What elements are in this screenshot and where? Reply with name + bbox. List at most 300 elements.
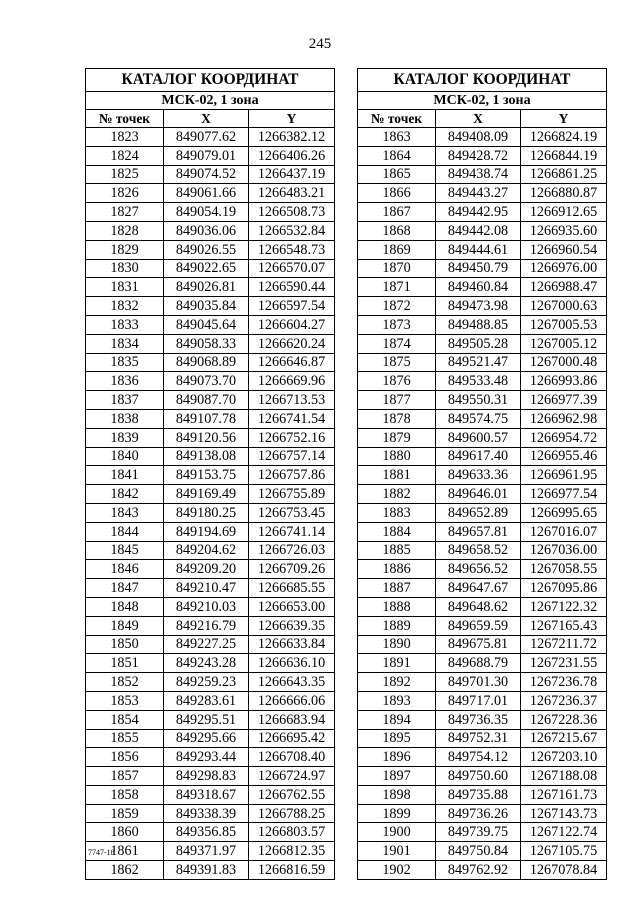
y-coordinate-cell: 1266639.35 [249,616,335,635]
point-number-cell: 1885 [358,541,436,560]
point-number-cell: 1864 [358,146,436,165]
point-number-cell: 1850 [86,635,164,654]
y-coordinate-cell: 1266590.44 [249,278,335,297]
table-row [358,710,607,729]
table-row [358,184,607,203]
point-number-cell: 1828 [86,221,164,240]
y-coordinate-cell: 1266755.89 [249,485,335,504]
y-coordinate-cell: 1267143.73 [521,804,607,823]
y-coordinate-cell: 1266709.26 [249,560,335,579]
point-number-cell: 1857 [86,767,164,786]
y-coordinate-cell: 1266406.26 [249,146,335,165]
table-row [358,372,607,391]
point-number-cell: 1845 [86,541,164,560]
point-number-cell: 1832 [86,297,164,316]
table-row [86,560,335,579]
x-coordinate-cell: 849648.62 [436,597,521,616]
catalog-rows-right [358,128,607,880]
point-number-cell: 1856 [86,748,164,767]
y-coordinate-cell: 1266653.00 [249,597,335,616]
x-coordinate-cell: 849717.01 [436,691,521,710]
point-number-cell: 1825 [86,165,164,184]
point-number-cell: 1889 [358,616,436,635]
table-row [358,748,607,767]
x-coordinate-cell: 849298.83 [164,767,249,786]
table-row [86,579,335,598]
point-number-cell: 1859 [86,804,164,823]
point-number-cell: 1870 [358,259,436,278]
column-header-x: X [436,110,521,128]
point-number-cell: 1873 [358,315,436,334]
y-coordinate-cell: 1267000.48 [521,353,607,372]
x-coordinate-cell: 849338.39 [164,804,249,823]
point-number-cell: 1869 [358,240,436,259]
point-number-cell: 1900 [358,823,436,842]
table-row [86,804,335,823]
y-coordinate-cell: 1266643.35 [249,673,335,692]
x-coordinate-cell: 849652.89 [436,503,521,522]
point-number-cell: 1834 [86,334,164,353]
table-row [86,635,335,654]
x-coordinate-cell: 849073.70 [164,372,249,391]
x-coordinate-cell: 849633.36 [436,466,521,485]
table-row [86,767,335,786]
point-number-cell: 1824 [86,146,164,165]
y-coordinate-cell: 1266604.27 [249,315,335,334]
point-number-cell: 1855 [86,729,164,748]
x-coordinate-cell: 849210.47 [164,579,249,598]
y-coordinate-cell: 1266646.87 [249,353,335,372]
point-number-cell: 1838 [86,409,164,428]
y-coordinate-cell: 1266803.57 [249,823,335,842]
table-row [86,522,335,541]
point-number-cell: 1894 [358,710,436,729]
point-number-cell: 1891 [358,654,436,673]
table-row [86,466,335,485]
x-coordinate-cell: 849550.31 [436,391,521,410]
point-number-cell: 1823 [86,128,164,147]
point-number-cell: 1901 [358,842,436,861]
point-number-cell: 1827 [86,203,164,222]
x-coordinate-cell: 849087.70 [164,391,249,410]
x-coordinate-cell: 849460.84 [436,278,521,297]
y-coordinate-cell: 1266880.87 [521,184,607,203]
point-number-cell: 1865 [358,165,436,184]
table-row [86,315,335,334]
column-header-y: Y [249,110,335,128]
y-coordinate-cell: 1267236.78 [521,673,607,692]
x-coordinate-cell: 849739.75 [436,823,521,842]
y-coordinate-cell: 1266812.35 [249,842,335,861]
x-coordinate-cell: 849061.66 [164,184,249,203]
y-coordinate-cell: 1266816.59 [249,861,335,880]
point-number-cell: 1874 [358,334,436,353]
x-coordinate-cell: 849035.84 [164,297,249,316]
point-number-cell: 1839 [86,428,164,447]
y-coordinate-cell: 1266912.65 [521,203,607,222]
x-coordinate-cell: 849736.26 [436,804,521,823]
point-number-cell: 1866 [358,184,436,203]
table-row [358,203,607,222]
table-row [358,353,607,372]
point-number-cell: 1858 [86,785,164,804]
y-coordinate-cell: 1266570.07 [249,259,335,278]
table-row [86,409,335,428]
y-coordinate-cell: 1266666.06 [249,691,335,710]
y-coordinate-cell: 1266962.98 [521,409,607,428]
column-header-y: Y [521,110,607,128]
y-coordinate-cell: 1266532.84 [249,221,335,240]
y-coordinate-cell: 1266437.19 [249,165,335,184]
table-row [358,823,607,842]
x-coordinate-cell: 849227.25 [164,635,249,654]
point-number-cell: 1862 [86,861,164,880]
point-number-cell: 1829 [86,240,164,259]
point-number-cell: 1875 [358,353,436,372]
y-coordinate-cell: 1266741.14 [249,522,335,541]
y-coordinate-cell: 1266669.96 [249,372,335,391]
table-row [358,466,607,485]
y-coordinate-cell: 1267005.12 [521,334,607,353]
y-coordinate-cell: 1266508.73 [249,203,335,222]
point-number-cell: 1884 [358,522,436,541]
table-row [358,409,607,428]
table-row [86,259,335,278]
y-coordinate-cell: 1266695.42 [249,729,335,748]
point-number-cell: 1876 [358,372,436,391]
point-number-cell: 1843 [86,503,164,522]
point-number-cell: 1895 [358,729,436,748]
y-coordinate-cell: 1266713.53 [249,391,335,410]
y-coordinate-cell: 1267236.37 [521,691,607,710]
x-coordinate-cell: 849438.74 [436,165,521,184]
x-coordinate-cell: 849688.79 [436,654,521,673]
x-coordinate-cell: 849209.20 [164,560,249,579]
x-coordinate-cell: 849243.28 [164,654,249,673]
table-row [86,334,335,353]
y-coordinate-cell: 1266753.45 [249,503,335,522]
point-number-cell: 1893 [358,691,436,710]
table-row [86,391,335,410]
point-number-cell: 1842 [86,485,164,504]
x-coordinate-cell: 849521.47 [436,353,521,372]
coordinate-catalog-right [357,68,607,880]
x-coordinate-cell: 849107.78 [164,409,249,428]
y-coordinate-cell: 1267095.86 [521,579,607,598]
x-coordinate-cell: 849036.06 [164,221,249,240]
table-row [86,842,335,861]
y-coordinate-cell: 1267161.73 [521,785,607,804]
table-row [86,128,335,147]
point-number-cell: 1896 [358,748,436,767]
x-coordinate-cell: 849752.31 [436,729,521,748]
x-coordinate-cell: 849068.89 [164,353,249,372]
y-coordinate-cell: 1266741.54 [249,409,335,428]
point-number-cell: 1897 [358,767,436,786]
point-number-cell: 1888 [358,597,436,616]
x-coordinate-cell: 849735.88 [436,785,521,804]
point-number-cell: 1851 [86,654,164,673]
table-row [86,221,335,240]
y-coordinate-cell: 1266824.19 [521,128,607,147]
y-coordinate-cell: 1266757.14 [249,447,335,466]
table-row [358,654,607,673]
table-row [86,165,335,184]
x-coordinate-cell: 849295.51 [164,710,249,729]
point-number-cell: 1899 [358,804,436,823]
table-row [358,259,607,278]
x-coordinate-cell: 849169.49 [164,485,249,504]
x-coordinate-cell: 849138.08 [164,447,249,466]
y-coordinate-cell: 1266483.21 [249,184,335,203]
x-coordinate-cell: 849283.61 [164,691,249,710]
column-header-point-number: № точек [86,110,164,128]
y-coordinate-cell: 1267228.36 [521,710,607,729]
x-coordinate-cell: 849442.08 [436,221,521,240]
column-header-point-number: № точек [358,110,436,128]
point-number-cell: 1846 [86,560,164,579]
y-coordinate-cell: 1267016.07 [521,522,607,541]
x-coordinate-cell: 849204.62 [164,541,249,560]
point-number-cell: 1836 [86,372,164,391]
point-number-cell: 1881 [358,466,436,485]
y-coordinate-cell: 1266683.94 [249,710,335,729]
point-number-cell: 1887 [358,579,436,598]
table-row [358,560,607,579]
table-row [358,804,607,823]
y-coordinate-cell: 1267000.63 [521,297,607,316]
table-row [86,278,335,297]
y-coordinate-cell: 1266988.47 [521,278,607,297]
y-coordinate-cell: 1267122.32 [521,597,607,616]
x-coordinate-cell: 849505.28 [436,334,521,353]
y-coordinate-cell: 1266726.03 [249,541,335,560]
y-coordinate-cell: 1266752.16 [249,428,335,447]
table-row [358,334,607,353]
y-coordinate-cell: 1266995.65 [521,503,607,522]
point-number-cell: 1898 [358,785,436,804]
x-coordinate-cell: 849657.81 [436,522,521,541]
point-number-cell: 1883 [358,503,436,522]
y-coordinate-cell: 1267203.10 [521,748,607,767]
y-coordinate-cell: 1266976.00 [521,259,607,278]
table-row [358,485,607,504]
catalog-title: КАТАЛОГ КООРДИНАТ [358,69,607,92]
footer-code: 7747-18 [88,848,115,857]
x-coordinate-cell: 849488.85 [436,315,521,334]
x-coordinate-cell: 849444.61 [436,240,521,259]
table-row [86,485,335,504]
y-coordinate-cell: 1266977.39 [521,391,607,410]
x-coordinate-cell: 849180.25 [164,503,249,522]
point-number-cell: 1853 [86,691,164,710]
y-coordinate-cell: 1266685.55 [249,579,335,598]
x-coordinate-cell: 849473.98 [436,297,521,316]
x-coordinate-cell: 849658.52 [436,541,521,560]
table-row [358,391,607,410]
table-row [358,315,607,334]
point-number-cell: 1849 [86,616,164,635]
table-row [358,842,607,861]
table-row [86,861,335,880]
y-coordinate-cell: 1266382.12 [249,128,335,147]
table-row [86,503,335,522]
x-coordinate-cell: 849026.81 [164,278,249,297]
x-coordinate-cell: 849077.62 [164,128,249,147]
point-number-cell: 1837 [86,391,164,410]
point-number-cell: 1880 [358,447,436,466]
x-coordinate-cell: 849750.84 [436,842,521,861]
x-coordinate-cell: 849210.03 [164,597,249,616]
y-coordinate-cell: 1266762.55 [249,785,335,804]
x-coordinate-cell: 849762.92 [436,861,521,880]
point-number-cell: 1844 [86,522,164,541]
table-row [86,240,335,259]
point-number-cell: 1879 [358,428,436,447]
table-row [358,503,607,522]
table-row [358,635,607,654]
y-coordinate-cell: 1266993.86 [521,372,607,391]
point-number-cell: 1863 [358,128,436,147]
table-row [86,372,335,391]
point-number-cell: 1835 [86,353,164,372]
point-number-cell: 1892 [358,673,436,692]
y-coordinate-cell: 1266597.54 [249,297,335,316]
x-coordinate-cell: 849074.52 [164,165,249,184]
table-row [358,221,607,240]
x-coordinate-cell: 849259.23 [164,673,249,692]
x-coordinate-cell: 849750.60 [436,767,521,786]
y-coordinate-cell: 1266620.24 [249,334,335,353]
x-coordinate-cell: 849656.52 [436,560,521,579]
y-coordinate-cell: 1266548.73 [249,240,335,259]
table-row [86,785,335,804]
x-coordinate-cell: 849617.40 [436,447,521,466]
table-row [358,146,607,165]
y-coordinate-cell: 1266935.60 [521,221,607,240]
point-number-cell: 1861 [86,842,164,861]
y-coordinate-cell: 1267005.53 [521,315,607,334]
point-number-cell: 1867 [358,203,436,222]
page-number: 245 [308,36,332,52]
table-row [358,861,607,880]
point-number-cell: 1902 [358,861,436,880]
y-coordinate-cell: 1267058.55 [521,560,607,579]
table-row [358,541,607,560]
point-number-cell: 1886 [358,560,436,579]
x-coordinate-cell: 849045.64 [164,315,249,334]
table-row [86,616,335,635]
y-coordinate-cell: 1267165.43 [521,616,607,635]
x-coordinate-cell: 849054.19 [164,203,249,222]
y-coordinate-cell: 1266708.40 [249,748,335,767]
table-row [358,597,607,616]
table-row [358,673,607,692]
x-coordinate-cell: 849442.95 [436,203,521,222]
x-coordinate-cell: 849216.79 [164,616,249,635]
x-coordinate-cell: 849646.01 [436,485,521,504]
x-coordinate-cell: 849058.33 [164,334,249,353]
coordinate-system-label: МСК-02, 1 зона [358,92,607,110]
table-row [86,748,335,767]
table-row [358,729,607,748]
point-number-cell: 1871 [358,278,436,297]
y-coordinate-cell: 1266633.84 [249,635,335,654]
x-coordinate-cell: 849443.27 [436,184,521,203]
x-coordinate-cell: 849450.79 [436,259,521,278]
y-coordinate-cell: 1266977.54 [521,485,607,504]
table-row [86,447,335,466]
x-coordinate-cell: 849533.48 [436,372,521,391]
point-number-cell: 1841 [86,466,164,485]
table-row [86,710,335,729]
point-number-cell: 1890 [358,635,436,654]
table-row [358,579,607,598]
point-number-cell: 1868 [358,221,436,240]
catalog-title: КАТАЛОГ КООРДИНАТ [86,69,335,92]
point-number-cell: 1847 [86,579,164,598]
table-row [86,184,335,203]
x-coordinate-cell: 849318.67 [164,785,249,804]
table-row [86,823,335,842]
y-coordinate-cell: 1266960.54 [521,240,607,259]
y-coordinate-cell: 1266724.97 [249,767,335,786]
column-header-x: X [164,110,249,128]
x-coordinate-cell: 849295.66 [164,729,249,748]
y-coordinate-cell: 1266861.25 [521,165,607,184]
x-coordinate-cell: 849120.56 [164,428,249,447]
table-row [86,729,335,748]
x-coordinate-cell: 849371.97 [164,842,249,861]
table-row [86,597,335,616]
point-number-cell: 1877 [358,391,436,410]
point-number-cell: 1872 [358,297,436,316]
x-coordinate-cell: 849194.69 [164,522,249,541]
point-number-cell: 1830 [86,259,164,278]
table-row [86,203,335,222]
y-coordinate-cell: 1267231.55 [521,654,607,673]
table-row [358,165,607,184]
y-coordinate-cell: 1267036.00 [521,541,607,560]
y-coordinate-cell: 1267215.67 [521,729,607,748]
table-row [358,428,607,447]
y-coordinate-cell: 1266954.72 [521,428,607,447]
table-row [86,297,335,316]
table-row [358,616,607,635]
table-row [358,240,607,259]
x-coordinate-cell: 849675.81 [436,635,521,654]
x-coordinate-cell: 849022.65 [164,259,249,278]
catalog-rows-left [86,128,335,880]
coordinate-catalog-left [85,68,335,880]
table-row [86,673,335,692]
table-row [358,691,607,710]
x-coordinate-cell: 849428.72 [436,146,521,165]
y-coordinate-cell: 1266757.86 [249,466,335,485]
point-number-cell: 1826 [86,184,164,203]
point-number-cell: 1848 [86,597,164,616]
y-coordinate-cell: 1266844.19 [521,146,607,165]
point-number-cell: 1854 [86,710,164,729]
coordinate-system-label: МСК-02, 1 зона [86,92,335,110]
y-coordinate-cell: 1267211.72 [521,635,607,654]
x-coordinate-cell: 849026.55 [164,240,249,259]
x-coordinate-cell: 849600.57 [436,428,521,447]
point-number-cell: 1882 [358,485,436,504]
table-row [86,691,335,710]
table-row [86,541,335,560]
point-number-cell: 1833 [86,315,164,334]
